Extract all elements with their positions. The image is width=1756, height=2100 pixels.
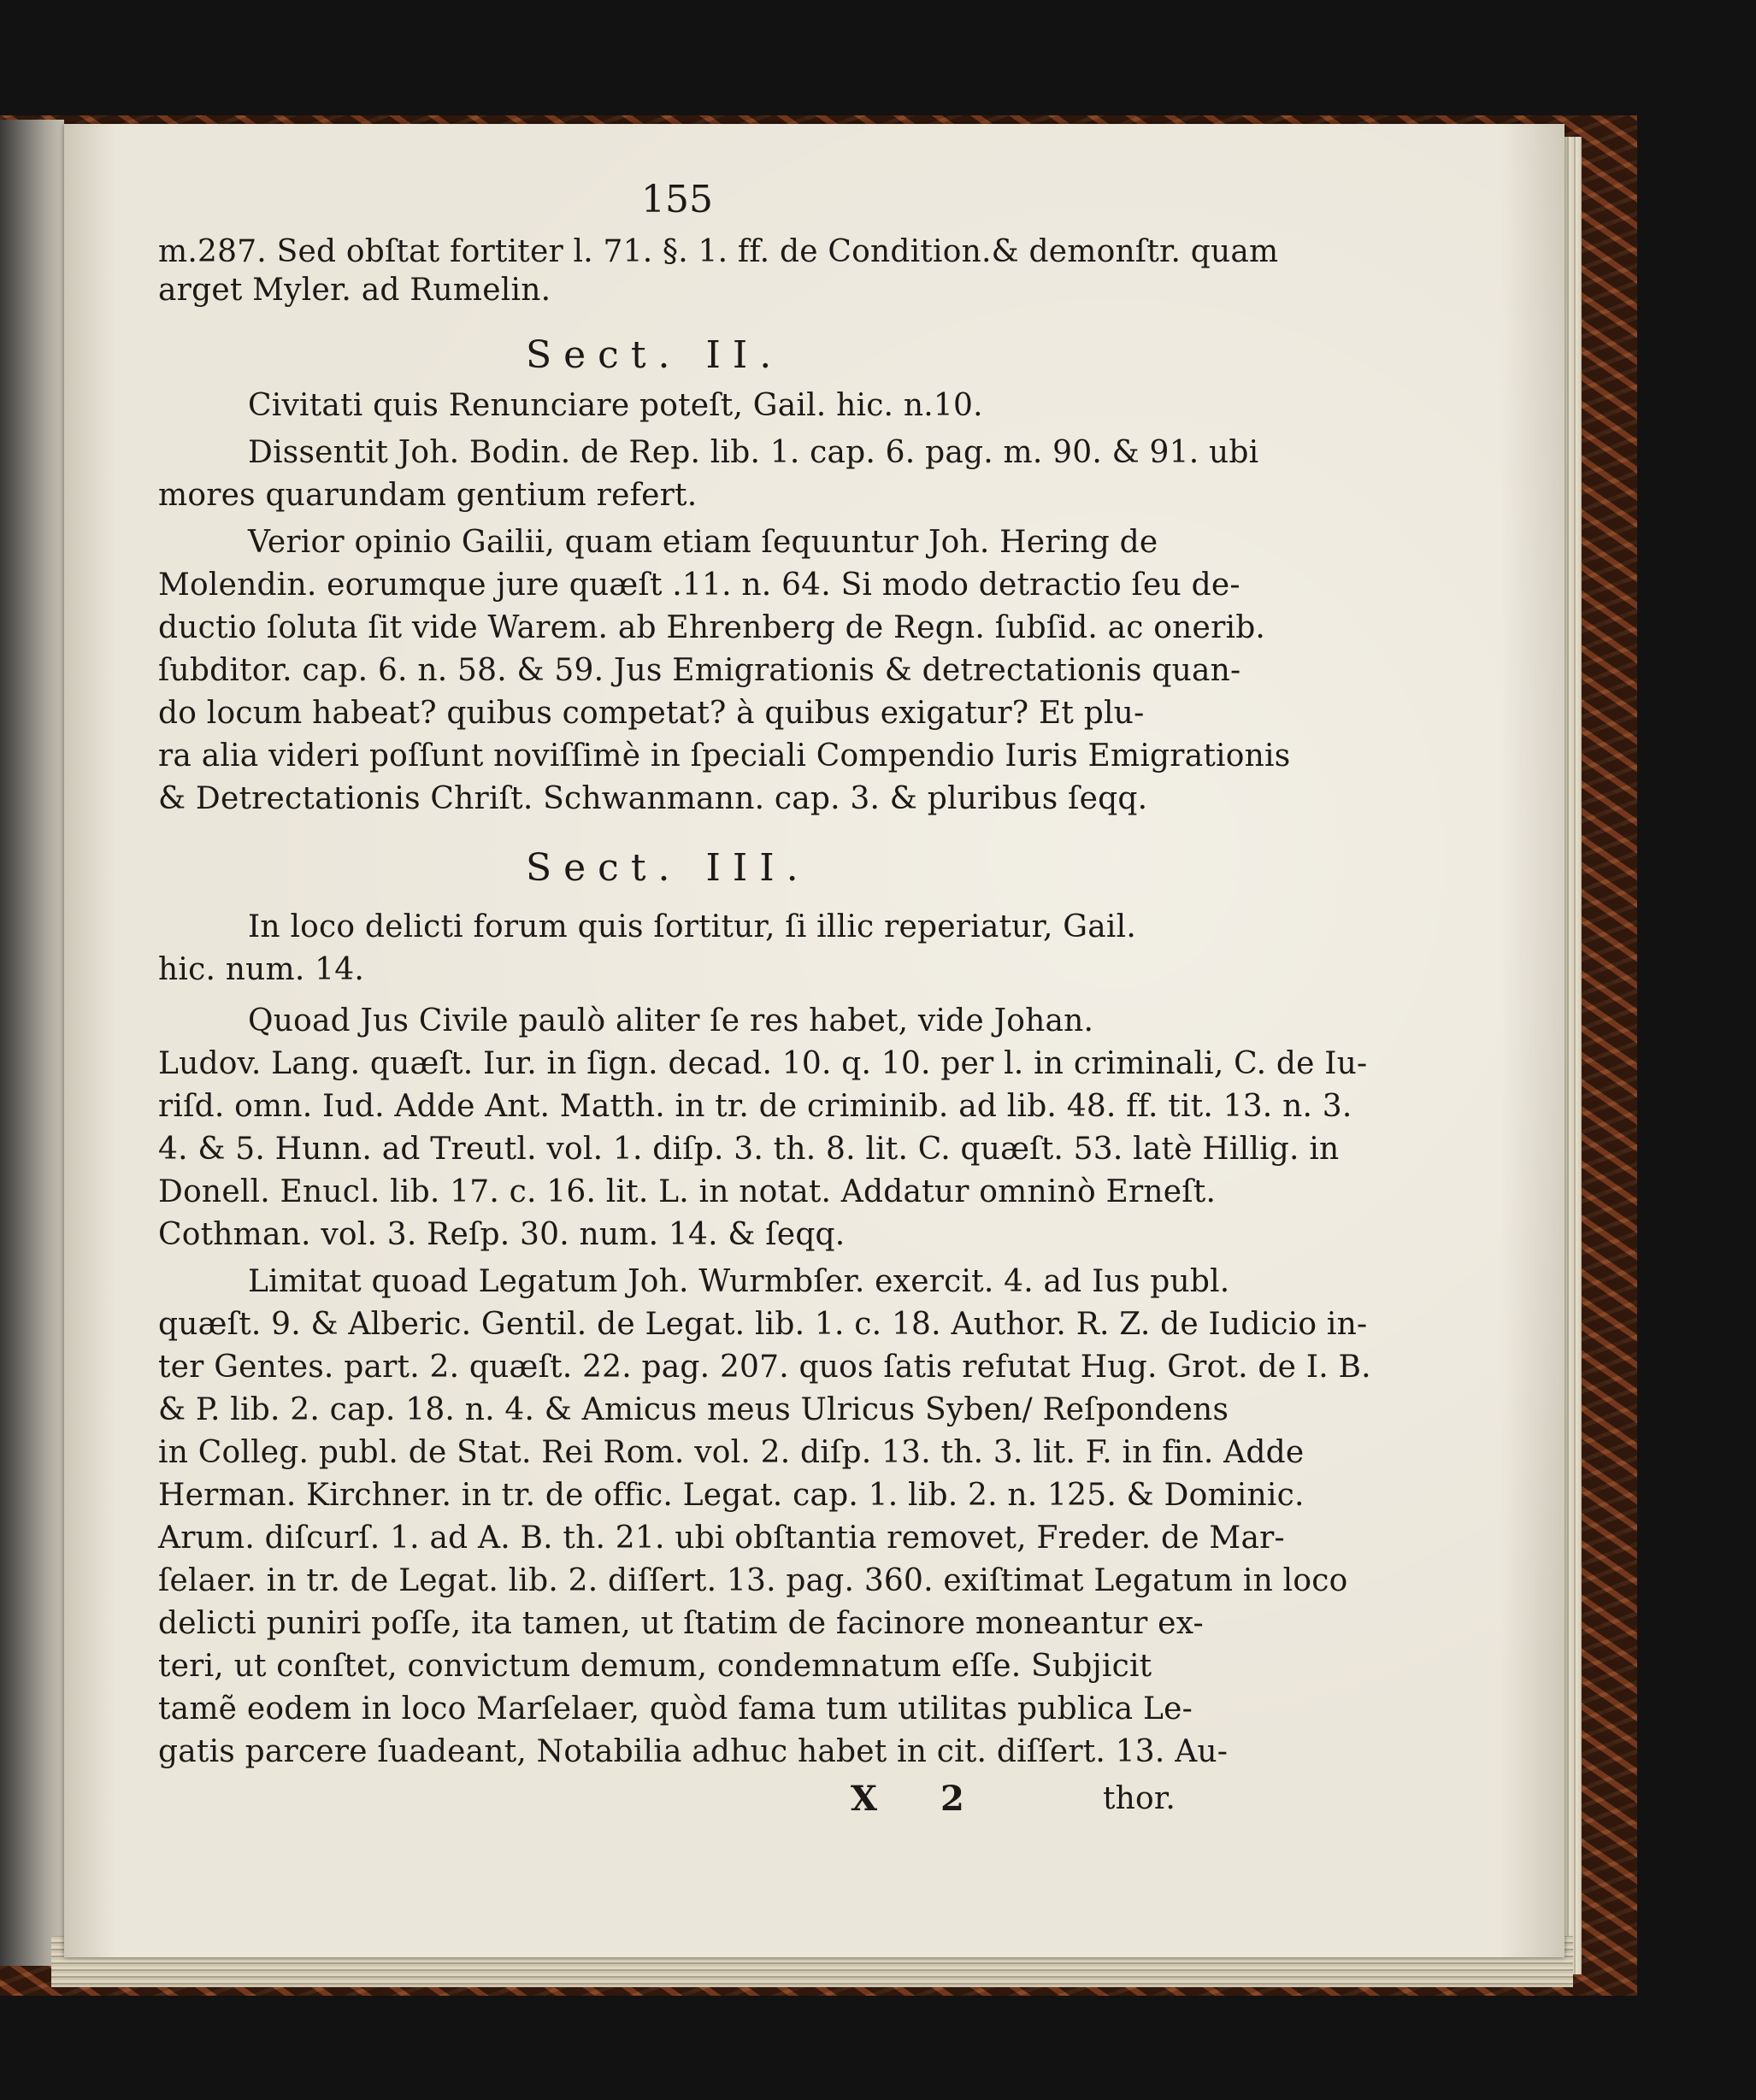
text-line: & P. lib. 2. cap. 18. n. 4. & Amicus meus Ulricus Syben/ Reſpondens <box>158 1392 1229 1427</box>
text-line: Limitat quoad Legatum Joh. Wurmbſer. exercit. 4. ad Ius publ. <box>248 1264 1230 1299</box>
text-line: m.287. Sed obſtat fortiter l. 71. §. 1. ff. de Condition.& demonſtr. quam <box>158 234 1279 269</box>
text-line: 4. & 5. Hunn. ad Treutl. vol. 1. diſp. 3. th. 8. lit. C. quæſt. 53. latè Hillig. in <box>158 1132 1340 1167</box>
text-line: delicti puniri poſſe, ita tamen, ut ſtatim de facinore moneantur ex- <box>158 1606 1204 1641</box>
text-line: do locum habeat? quibus competat? à quibus exigatur? Et plu- <box>158 696 1145 731</box>
text-line: Donell. Enucl. lib. 17. c. 16. lit. L. in notat. Addatur omninò Erneſt. <box>158 1174 1217 1209</box>
section-heading-2: Sect. II. <box>526 333 784 377</box>
text-line: mores quarundam gentium refert. <box>158 478 698 513</box>
text-line: Cothman. vol. 3. Reſp. 30. num. 14. & ſeqq. <box>158 1217 846 1252</box>
left-page-gutter <box>0 120 64 1966</box>
section-heading-3: Sect. III. <box>526 846 810 890</box>
text-line: Ludov. Lang. quæſt. Iur. in ſign. decad. 10. q. 10. per l. in criminali, C. de Iu- <box>158 1046 1368 1081</box>
text-line: Arum. diſcurſ. 1. ad A. B. th. 21. ubi obſtantia removet, Freder. de Mar- <box>158 1521 1285 1556</box>
text-line: gatis parcere ſuadeant, Notabilia adhuc habet in cit. diſſert. 13. Au- <box>158 1734 1229 1769</box>
text-line: riſd. omn. Iud. Adde Ant. Matth. in tr. de criminib. ad lib. 48. ff. tit. 13. n. 3. <box>158 1089 1352 1124</box>
text-line: tamẽ eodem in loco Marſelaer, quòd fama tum utilitas publica Le- <box>158 1691 1193 1726</box>
text-line: Civitati quis Renunciare poteſt, Gail. hic. n.10. <box>248 388 983 423</box>
catchword: thor. <box>1103 1781 1176 1816</box>
page-number: 155 <box>641 178 713 221</box>
text-line: teri, ut conſtet, convictum demum, condemnatum eſſe. Subjicit <box>158 1649 1152 1684</box>
text-line: quæſt. 9. & Alberic. Gentil. de Legat. lib. 1. c. 18. Author. R. Z. de Iudicio in- <box>158 1307 1368 1342</box>
text-line: hic. num. 14. <box>158 952 364 987</box>
text-line: In loco delicti forum quis ſortitur, ſi illic reperiatur, Gail. <box>248 909 1136 944</box>
text-line: arget Myler. ad Rumelin. <box>158 273 551 308</box>
signature-mark: X 2 <box>851 1779 990 1819</box>
text-line: ra alia videri poſſunt noviſſimè in ſpeciali Compendio Iuris Emigrationis <box>158 738 1291 774</box>
text-line: ter Gentes. part. 2. quæſt. 22. pag. 207. quos ſatis refutat Hug. Grot. de I. B. <box>158 1350 1371 1385</box>
text-line: Verior opinio Gailii, quam etiam ſequuntur Joh. Hering de <box>248 525 1158 560</box>
text-line: in Colleg. publ. de Stat. Rei Rom. vol. 2. diſp. 13. th. 3. lit. F. in fin. Adde <box>158 1435 1305 1470</box>
text-line: Quoad Jus Civile paulò aliter ſe res habet, vide Johan. <box>248 1003 1094 1038</box>
text-line: ſelaer. in tr. de Legat. lib. 2. diſſert. 13. pag. 360. exiſtimat Legatum in loco <box>158 1563 1348 1598</box>
text-line: ductio ſoluta ſit vide Warem. ab Ehrenberg de Regn. ſubſid. ac onerib. <box>158 610 1266 645</box>
text-line: Dissentit Joh. Bodin. de Rep. lib. 1. cap. 6. pag. m. 90. & 91. ubi <box>248 435 1259 470</box>
text-line: Molendin. eorumque jure quæſt .11. n. 64. Si modo detractio ſeu de- <box>158 568 1240 603</box>
text-line: ſubditor. cap. 6. n. 58. & 59. Jus Emigrationis & detrectationis quan- <box>158 653 1241 688</box>
text-line: & Detrectationis Chriſt. Schwanmann. cap. 3. & pluribus ſeqq. <box>158 781 1148 816</box>
text-line: Herman. Kirchner. in tr. de offic. Legat. cap. 1. lib. 2. n. 125. & Dominic. <box>158 1478 1305 1513</box>
